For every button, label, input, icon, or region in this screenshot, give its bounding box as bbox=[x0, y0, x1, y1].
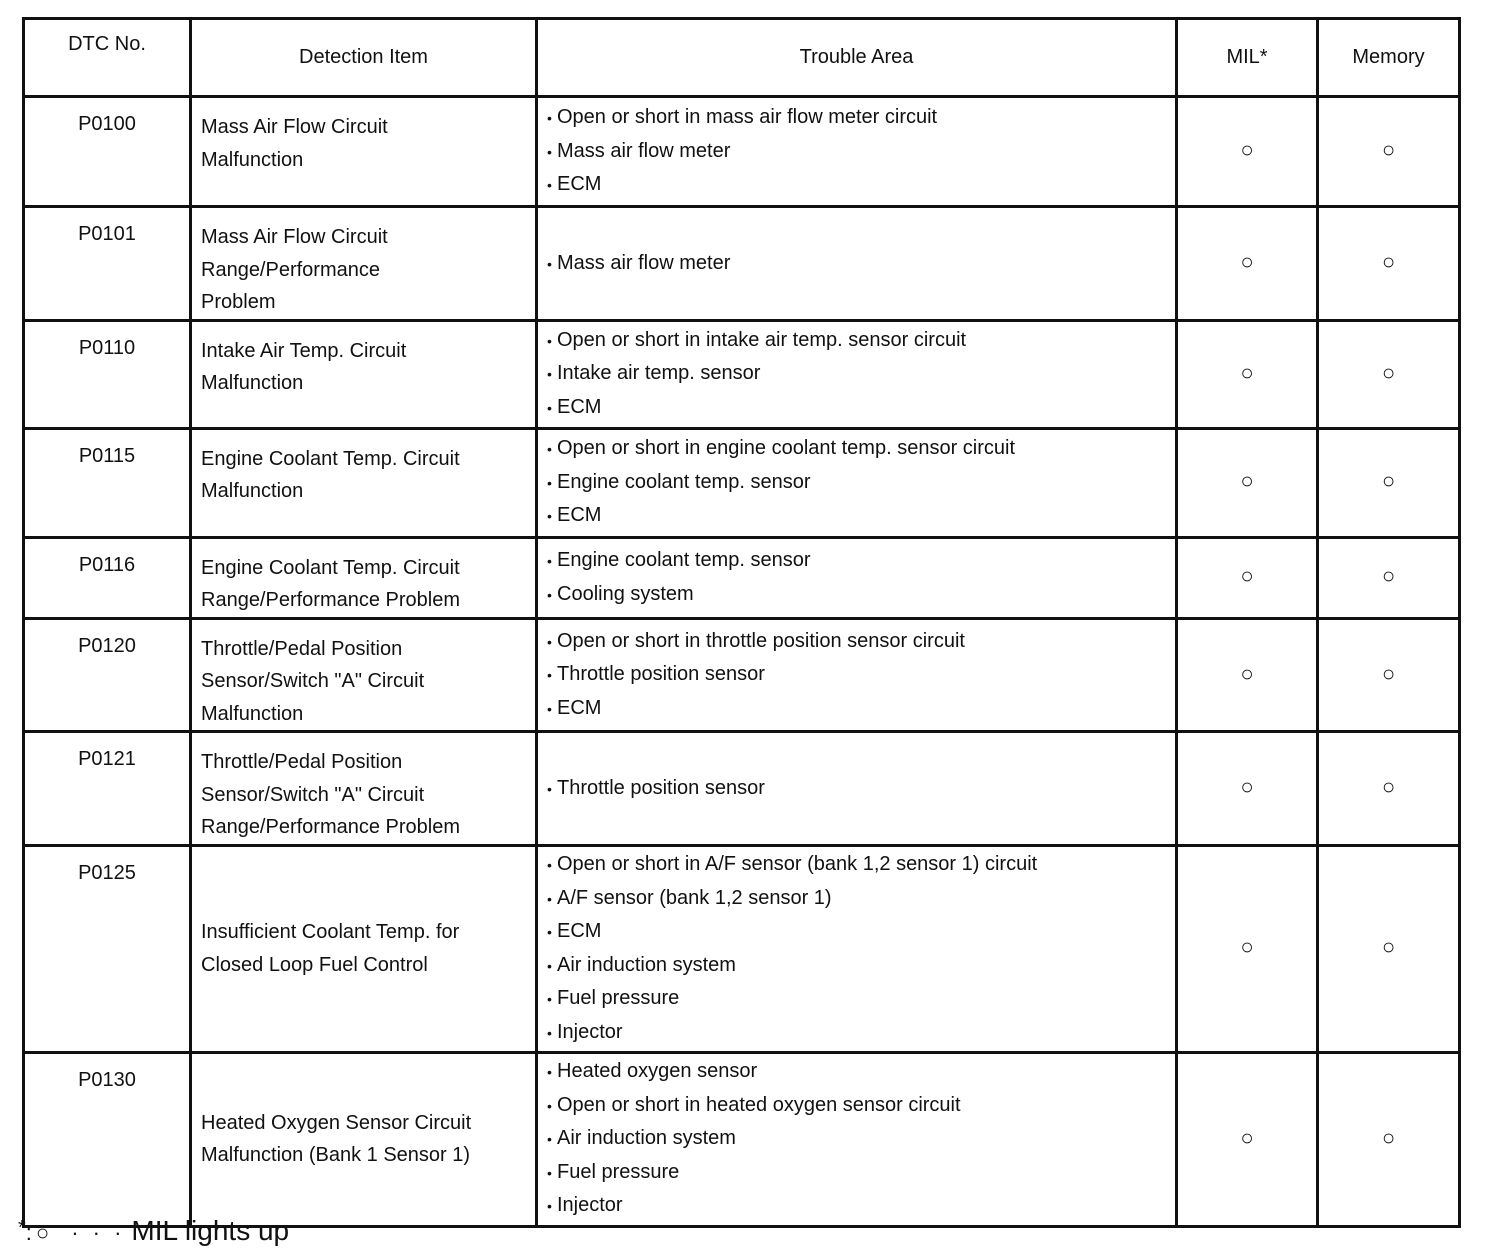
mil-cell bbox=[1177, 1052, 1318, 1226]
trouble-area-item bbox=[547, 499, 1175, 533]
trouble-area-cell bbox=[537, 845, 1177, 1052]
bullet-icon: • bbox=[547, 474, 552, 491]
memory-circle-icon: ○ bbox=[1381, 359, 1396, 385]
header-trouble-area: Trouble Area bbox=[537, 19, 1177, 97]
trouble-area-cell bbox=[537, 732, 1177, 846]
trouble-area-item bbox=[547, 1122, 1175, 1156]
trouble-area-item bbox=[547, 135, 1175, 169]
header-dtc-no: DTC No. bbox=[24, 19, 191, 97]
memory-cell bbox=[1318, 97, 1460, 207]
bullet-icon: • bbox=[547, 700, 552, 717]
bullet-icon: • bbox=[547, 1097, 552, 1114]
trouble-area-text: ECM bbox=[557, 920, 602, 942]
detection-item-line: Throttle/Pedal Position bbox=[201, 751, 403, 773]
dtc-code-cell: P0120 bbox=[24, 618, 191, 732]
footnote bbox=[18, 1208, 289, 1253]
memory-cell bbox=[1318, 845, 1460, 1052]
memory-circle-icon: ○ bbox=[1381, 563, 1396, 589]
trouble-area-item bbox=[547, 1156, 1175, 1190]
mil-circle-icon: ○ bbox=[1240, 137, 1254, 163]
detection-item-line: Engine Coolant Temp. Circuit bbox=[201, 556, 460, 579]
mil-cell bbox=[1177, 732, 1318, 846]
dtc-code-cell: P0115 bbox=[24, 428, 191, 537]
header-detection-item: Detection Item bbox=[191, 19, 537, 97]
bullet-icon: • bbox=[547, 957, 552, 974]
mil-circle-icon: ○ bbox=[1240, 468, 1254, 494]
detection-item-line: Engine Coolant Temp. Circuit bbox=[201, 447, 460, 470]
memory-circle-icon: ○ bbox=[1381, 774, 1396, 799]
memory-cell bbox=[1318, 207, 1460, 321]
memory-cell bbox=[1318, 732, 1460, 846]
mil-circle-icon: ○ bbox=[1240, 359, 1254, 385]
detection-item-line: Malfunction bbox=[201, 702, 304, 725]
bullet-icon: • bbox=[547, 1131, 552, 1148]
table-row bbox=[24, 428, 1460, 537]
detection-item-line: Mass Air Flow Circuit bbox=[201, 226, 388, 248]
bullet-icon: • bbox=[547, 924, 552, 940]
mil-cell bbox=[1177, 428, 1318, 537]
detection-item-cell bbox=[191, 732, 537, 846]
detection-item-line: Malfunction (Bank 1 Sensor 1) bbox=[201, 1144, 471, 1166]
table-body bbox=[24, 97, 1460, 1227]
memory-cell bbox=[1318, 320, 1460, 428]
memory-circle-icon: ○ bbox=[1381, 1124, 1396, 1150]
footnote-star: * bbox=[18, 1217, 26, 1239]
trouble-area-text: ECM bbox=[557, 173, 602, 196]
detection-item-cell bbox=[191, 1052, 537, 1226]
trouble-area-item bbox=[547, 247, 1175, 281]
dtc-table bbox=[22, 17, 1461, 1228]
trouble-area-item bbox=[547, 357, 1175, 391]
trouble-area-item bbox=[547, 625, 1175, 659]
mil-cell bbox=[1177, 845, 1318, 1052]
bullet-icon: • bbox=[547, 1164, 552, 1181]
detection-item-cell bbox=[191, 97, 537, 207]
table-row bbox=[24, 320, 1460, 428]
detection-item-line: Range/Performance bbox=[201, 258, 380, 281]
bullet-icon: • bbox=[547, 633, 552, 650]
memory-cell bbox=[1318, 428, 1460, 537]
table-row bbox=[24, 845, 1460, 1052]
detection-item-line: Closed Loop Fuel Control bbox=[201, 953, 428, 976]
detection-item-cell bbox=[191, 428, 537, 537]
trouble-area-text: Engine coolant temp. sensor bbox=[557, 470, 811, 493]
table-row bbox=[24, 732, 1460, 846]
trouble-area-text: ECM bbox=[557, 395, 602, 418]
trouble-area-item bbox=[547, 544, 1175, 578]
mil-cell bbox=[1177, 97, 1318, 207]
trouble-area-item bbox=[547, 949, 1175, 983]
memory-circle-icon: ○ bbox=[1381, 934, 1396, 960]
trouble-area-text: Open or short in engine coolant temp. sensor circuit bbox=[557, 437, 1016, 460]
trouble-area-cell bbox=[537, 537, 1177, 618]
trouble-area-cell bbox=[537, 618, 1177, 732]
trouble-area-text: A/F sensor (bank 1,2 sensor 1) bbox=[557, 886, 832, 909]
bullet-icon: • bbox=[547, 332, 552, 349]
detection-item-cell bbox=[191, 845, 537, 1052]
memory-cell bbox=[1318, 618, 1460, 732]
header-mil: MIL* bbox=[1177, 19, 1318, 97]
bullet-icon: • bbox=[547, 1024, 552, 1041]
trouble-area-item bbox=[547, 915, 1175, 949]
footnote-dots: · · · bbox=[71, 1220, 126, 1245]
table-row bbox=[24, 97, 1460, 207]
trouble-area-text: Open or short in A/F sensor (bank 1,2 sensor 1) circuit bbox=[557, 853, 1038, 875]
memory-circle-icon: ○ bbox=[1381, 137, 1396, 163]
trouble-area-item bbox=[547, 772, 1175, 806]
trouble-area-text: Air induction system bbox=[557, 1127, 736, 1150]
trouble-area-item bbox=[547, 1055, 1175, 1089]
mil-circle-icon: ○ bbox=[1240, 1124, 1254, 1150]
trouble-area-item bbox=[547, 391, 1175, 425]
trouble-area-cell bbox=[537, 97, 1177, 207]
trouble-area-item bbox=[547, 982, 1175, 1016]
detection-item-line: Range/Performance Problem bbox=[201, 816, 461, 838]
bullet-icon: • bbox=[547, 255, 552, 272]
bullet-icon: • bbox=[547, 508, 552, 525]
trouble-area-text: Cooling system bbox=[557, 582, 694, 605]
trouble-area-text: Injector bbox=[557, 1020, 623, 1043]
memory-cell bbox=[1318, 537, 1460, 618]
trouble-area-cell bbox=[537, 1052, 1177, 1226]
trouble-area-text: Injector bbox=[557, 1194, 623, 1217]
bullet-icon: • bbox=[547, 441, 552, 458]
trouble-area-item bbox=[547, 692, 1175, 726]
mil-cell bbox=[1177, 618, 1318, 732]
detection-item-line: Intake Air Temp. Circuit bbox=[201, 339, 407, 362]
detection-item-cell bbox=[191, 207, 537, 321]
detection-item-line: Range/Performance Problem bbox=[201, 589, 461, 611]
trouble-area-item bbox=[547, 658, 1175, 692]
trouble-area-item bbox=[547, 882, 1175, 916]
mil-circle-icon: ○ bbox=[1240, 660, 1254, 686]
bullet-icon: • bbox=[547, 857, 552, 873]
trouble-area-item bbox=[547, 848, 1175, 882]
trouble-area-cell bbox=[537, 320, 1177, 428]
trouble-area-text: ECM bbox=[557, 504, 602, 527]
memory-circle-icon: ○ bbox=[1381, 468, 1396, 494]
trouble-area-text: Open or short in throttle position sensor circuit bbox=[557, 629, 965, 652]
dtc-code-cell: P0110 bbox=[24, 320, 191, 428]
trouble-area-text: Engine coolant temp. sensor bbox=[557, 549, 811, 571]
trouble-area-text: ECM bbox=[557, 696, 602, 719]
detection-item-line: Sensor/Switch "A" Circuit bbox=[201, 670, 425, 692]
footnote-text: MIL lights up bbox=[131, 1215, 290, 1246]
mil-cell bbox=[1177, 207, 1318, 321]
detection-item-line: Problem bbox=[201, 291, 276, 313]
dtc-code-cell: P0130 bbox=[24, 1052, 191, 1226]
bullet-icon: • bbox=[547, 780, 552, 797]
bullet-icon: • bbox=[547, 890, 552, 907]
mil-circle-icon: ○ bbox=[1240, 774, 1254, 799]
detection-item-line: Malfunction bbox=[201, 148, 304, 171]
bullet-icon: • bbox=[547, 143, 552, 160]
dtc-code-cell: P0121 bbox=[24, 732, 191, 846]
table-row bbox=[24, 537, 1460, 618]
mil-cell bbox=[1177, 320, 1318, 428]
trouble-area-text: Mass air flow meter bbox=[557, 139, 731, 162]
detection-item-line: Sensor/Switch "A" Circuit bbox=[201, 783, 425, 806]
mil-circle-icon: ○ bbox=[1240, 249, 1254, 274]
bullet-icon: • bbox=[547, 1064, 552, 1081]
trouble-area-item bbox=[547, 432, 1175, 466]
dtc-code-cell: P0125 bbox=[24, 845, 191, 1052]
detection-item-line: Mass Air Flow Circuit bbox=[201, 116, 388, 138]
bullet-icon: • bbox=[547, 586, 552, 603]
trouble-area-text: Intake air temp. sensor bbox=[557, 362, 761, 385]
header-row bbox=[24, 19, 1460, 97]
header-memory: Memory bbox=[1318, 19, 1460, 97]
trouble-area-item bbox=[547, 101, 1175, 135]
trouble-area-text: Throttle position sensor bbox=[557, 663, 765, 685]
bullet-icon: • bbox=[547, 110, 552, 127]
trouble-area-text: Air induction system bbox=[557, 953, 736, 976]
trouble-area-item bbox=[547, 1016, 1175, 1050]
trouble-area-item bbox=[547, 578, 1175, 612]
trouble-area-item bbox=[547, 1189, 1175, 1223]
trouble-area-cell bbox=[537, 207, 1177, 321]
bullet-icon: • bbox=[547, 366, 552, 383]
dtc-code-cell: P0116 bbox=[24, 537, 191, 618]
dtc-code-cell: P0101 bbox=[24, 207, 191, 321]
trouble-area-item bbox=[547, 1089, 1175, 1123]
detection-item-line: Insufficient Coolant Temp. for bbox=[201, 921, 460, 943]
trouble-area-text: Open or short in intake air temp. sensor circuit bbox=[557, 328, 967, 351]
bullet-icon: • bbox=[547, 667, 552, 683]
trouble-area-item bbox=[547, 466, 1175, 500]
detection-item-line: Malfunction bbox=[201, 480, 304, 502]
table-row bbox=[24, 618, 1460, 732]
detection-item-line: Heated Oxygen Sensor Circuit bbox=[201, 1111, 472, 1134]
detection-item-cell bbox=[191, 537, 537, 618]
trouble-area-text: Heated oxygen sensor bbox=[557, 1060, 758, 1083]
bullet-icon: • bbox=[547, 991, 552, 1007]
table-row bbox=[24, 1052, 1460, 1226]
trouble-area-item bbox=[547, 168, 1175, 202]
trouble-area-text: Open or short in mass air flow meter circuit bbox=[557, 106, 938, 129]
mil-circle-icon: ○ bbox=[1240, 563, 1254, 589]
dtc-code-cell: P0100 bbox=[24, 97, 191, 207]
trouble-area-cell bbox=[537, 428, 1177, 537]
bullet-icon: • bbox=[547, 399, 552, 416]
bullet-icon: • bbox=[547, 1198, 552, 1215]
memory-circle-icon: ○ bbox=[1381, 249, 1396, 274]
detection-item-cell bbox=[191, 320, 537, 428]
bullet-icon: • bbox=[547, 553, 552, 569]
memory-circle-icon: ○ bbox=[1381, 660, 1396, 686]
bullet-icon: • bbox=[547, 177, 552, 194]
trouble-area-text: Mass air flow meter bbox=[557, 251, 731, 274]
trouble-area-text: Fuel pressure bbox=[557, 1160, 680, 1183]
memory-cell bbox=[1318, 1052, 1460, 1226]
detection-item-cell bbox=[191, 618, 537, 732]
footnote-colon: : bbox=[25, 1220, 32, 1245]
detection-item-line: Throttle/Pedal Position bbox=[201, 637, 403, 660]
trouble-area-text: Open or short in heated oxygen sensor circuit bbox=[557, 1093, 961, 1116]
mil-circle-icon: ○ bbox=[1240, 934, 1254, 960]
mil-cell bbox=[1177, 537, 1318, 618]
table-row bbox=[24, 207, 1460, 321]
trouble-area-item bbox=[547, 324, 1175, 358]
detection-item-line: Malfunction bbox=[201, 372, 304, 394]
trouble-area-text: Fuel pressure bbox=[557, 987, 680, 1009]
footnote-circle-icon: ○ bbox=[35, 1220, 50, 1245]
trouble-area-text: Throttle position sensor bbox=[557, 776, 765, 799]
